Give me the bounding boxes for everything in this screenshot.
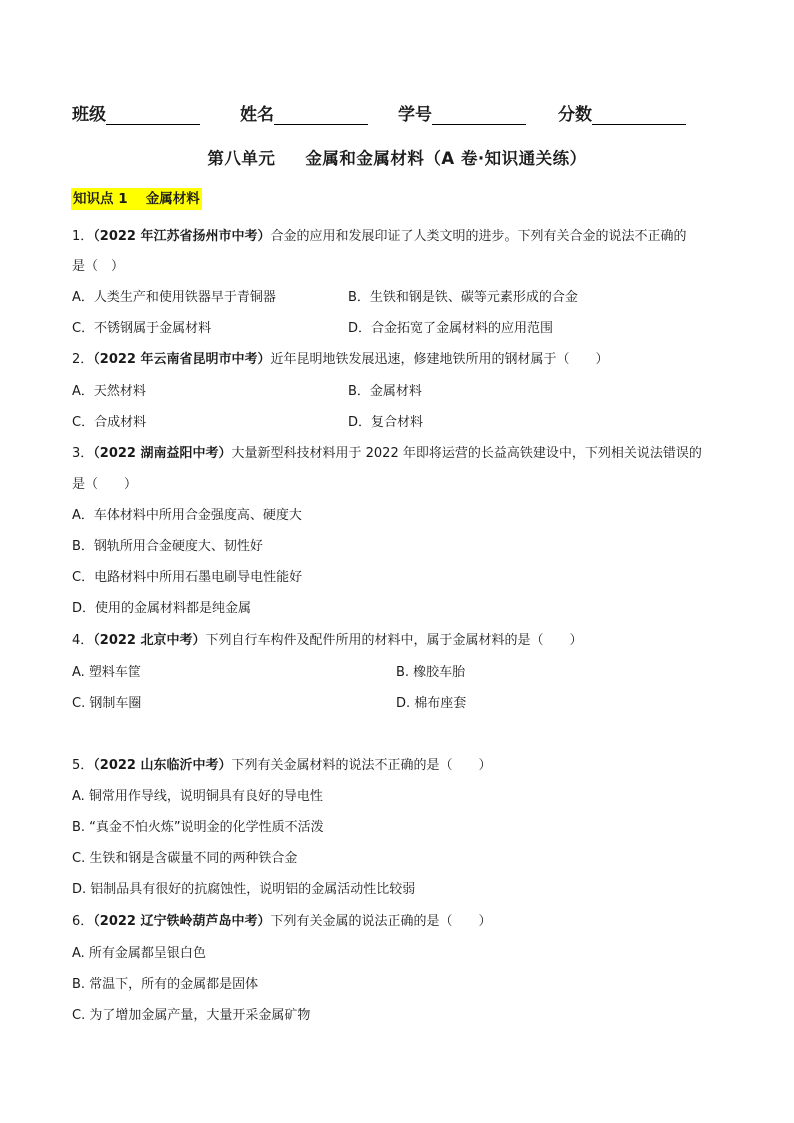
question-3-option-b[interactable]: B．钢轨所用合金硬度大、韧性好 bbox=[72, 539, 263, 554]
question-number: 1． bbox=[72, 229, 94, 244]
question-1-option-d[interactable]: D．合金拓宽了金属材料的应用范围 bbox=[348, 321, 554, 336]
question-6-option-c[interactable]: C. 为了增加金属产量，大量开采金属矿物 bbox=[72, 1008, 311, 1023]
question-4-option-a[interactable]: A. 塑料车筐 bbox=[72, 665, 141, 680]
name-field[interactable] bbox=[240, 100, 368, 125]
question-number: 5． bbox=[72, 758, 94, 773]
main-title: 金属和金属材料（A 卷·知识通关练） bbox=[305, 149, 587, 168]
student-id-field[interactable] bbox=[398, 100, 526, 125]
question-number: 2． bbox=[72, 352, 94, 367]
class-label: 班级 bbox=[72, 105, 106, 125]
question-4-option-b[interactable]: B. 橡胶车胎 bbox=[396, 665, 466, 680]
unit-title: 第八单元 bbox=[207, 149, 276, 168]
question-source: （2022 年云南省昆明市中考） bbox=[93, 352, 271, 367]
question-number: 3． bbox=[72, 446, 94, 461]
question-3-stem-cont: 是（ ） bbox=[72, 477, 138, 492]
question-text: 下列有关金属的说法正确的是（ ） bbox=[270, 914, 492, 929]
question-source: （2022 湖南益阳中考） bbox=[93, 446, 232, 461]
question-4-option-c[interactable]: C. 钢制车圈 bbox=[72, 696, 142, 711]
question-source: （2022 辽宁铁岭葫芦岛中考） bbox=[93, 914, 271, 929]
knowledge-point-label: 知识点 1 金属材料 bbox=[71, 188, 202, 210]
question-5-option-c[interactable]: C. 生铁和钢是含碳量不同的两种铁合金 bbox=[72, 851, 298, 866]
question-3-stem bbox=[72, 445, 702, 463]
score-blank[interactable] bbox=[592, 106, 686, 125]
question-1-stem-cont: 是（ ） bbox=[72, 259, 125, 274]
question-3-option-c[interactable]: C．电路材料中所用石墨电刷导电性能好 bbox=[72, 570, 303, 585]
question-6-stem bbox=[72, 913, 492, 931]
question-6-option-b[interactable]: B. 常温下，所有的金属都是固体 bbox=[72, 977, 259, 992]
question-5-option-b[interactable]: B. “真金不怕火炼”说明金的化学性质不活泼 bbox=[72, 820, 324, 835]
page-title bbox=[0, 145, 794, 169]
question-source: （2022 山东临沂中考） bbox=[93, 758, 232, 773]
question-text: 近年昆明地铁发展迅速，修建地铁所用的钢材属于（ ） bbox=[270, 352, 609, 367]
question-1-option-b[interactable]: B．生铁和钢是铁、碳等元素形成的合金 bbox=[348, 290, 578, 305]
question-1-option-a[interactable]: A．人类生产和使用铁器早于青铜器 bbox=[72, 290, 276, 305]
question-3-option-d[interactable]: D．使用的金属材料都是纯金属 bbox=[72, 601, 252, 616]
question-2-option-d[interactable]: D．复合材料 bbox=[348, 415, 424, 430]
name-blank[interactable] bbox=[274, 106, 368, 125]
question-1-option-c[interactable]: C．不锈钢属于金属材料 bbox=[72, 321, 212, 336]
question-2-stem bbox=[72, 351, 609, 369]
question-2-option-c[interactable]: C．合成材料 bbox=[72, 415, 147, 430]
score-field[interactable] bbox=[558, 100, 686, 125]
question-5-option-d[interactable]: D. 铝制品具有很好的抗腐蚀性，说明铝的金属活动性比较弱 bbox=[72, 882, 416, 897]
question-text: 下列有关金属材料的说法不正确的是（ ） bbox=[231, 758, 492, 773]
question-1-stem bbox=[72, 228, 687, 246]
question-text: 下列自行车构件及配件所用的材料中，属于金属材料的是（ ） bbox=[205, 633, 583, 648]
question-text: 大量新型科技材料用于 2022 年即将运营的长益高铁建设中，下列相关说法错误的 bbox=[231, 446, 702, 461]
score-label: 分数 bbox=[558, 105, 592, 125]
class-blank[interactable] bbox=[106, 106, 200, 125]
student-id-blank[interactable] bbox=[432, 106, 526, 125]
question-2-option-b[interactable]: B．金属材料 bbox=[348, 384, 422, 399]
question-4-stem bbox=[72, 632, 583, 650]
question-4-option-d[interactable]: D. 棉布座套 bbox=[396, 696, 467, 711]
student-info-fields bbox=[72, 100, 732, 126]
question-5-stem bbox=[72, 757, 492, 775]
name-label: 姓名 bbox=[240, 105, 274, 125]
class-field[interactable] bbox=[72, 100, 200, 125]
question-2-option-a[interactable]: A．天然材料 bbox=[72, 384, 146, 399]
question-number: 4． bbox=[72, 633, 94, 648]
question-text: 合金的应用和发展印证了人类文明的进步。下列有关合金的说法不正确的 bbox=[270, 229, 687, 244]
question-number: 6． bbox=[72, 914, 94, 929]
question-5-option-a[interactable]: A. 铜常用作导线，说明铜具有良好的导电性 bbox=[72, 789, 323, 804]
question-source: （2022 年江苏省扬州市中考） bbox=[93, 229, 271, 244]
question-source: （2022 北京中考） bbox=[93, 633, 206, 648]
question-3-option-a[interactable]: A．车体材料中所用合金强度高、硬度大 bbox=[72, 508, 302, 523]
student-id-label: 学号 bbox=[398, 105, 432, 125]
question-6-option-a[interactable]: A. 所有金属都呈银白色 bbox=[72, 946, 206, 961]
